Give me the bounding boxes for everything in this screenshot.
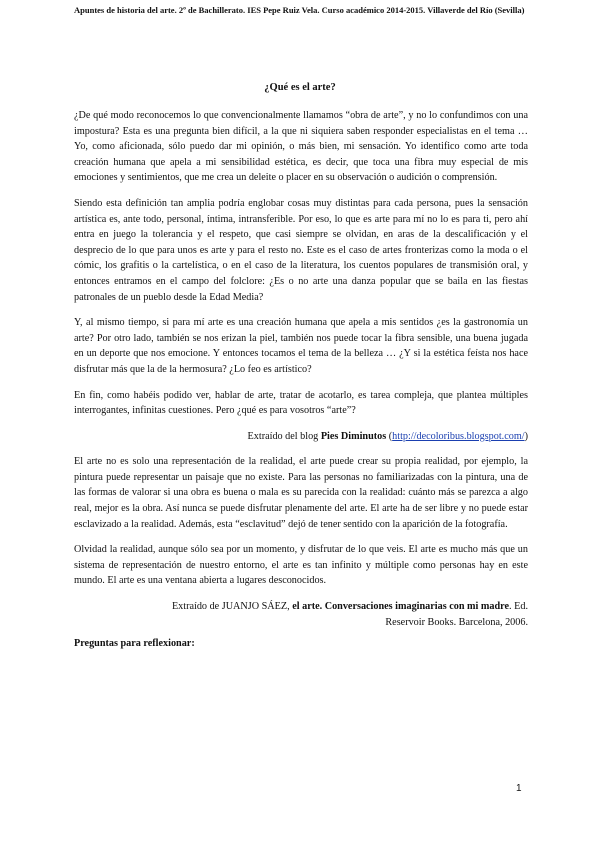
- paragraph-2: Siendo esta definición tan amplia podría englobar cosas muy distintas para cada persona, pues la sensación artística es, ante todo, personal, íntima, intransferible. Por eso, lo que es arte para mí no lo es para ti, pero ahí entra en juego la tolerancia y el respeto, que casi siempre se olvidan, en aras de la descalificación y el desprecio de lo que para unos es arte y para el resto no. Este es el caso de artes fronterizas como la moda o el cómic, los grafitis o la cartelística, o en el caso de la literatura, los cuentos populares de transmisión oral, y entonces entramos en el campo del folclore: ¿Es o no arte una danza popular que se baila en las fiestas patronales de un pueblo desde la Edad Media?: [74, 197, 528, 303]
- blog-credit: [74, 429, 528, 445]
- article-body: [74, 108, 528, 662]
- blog-url-close: ): [524, 430, 528, 442]
- book-credit-prefix: Extraído de JUANJO SÁEZ,: [171, 601, 293, 613]
- paragraph-5: El arte no es solo una representación de la realidad, el arte puede crear su propia realidad, por ejemplo, la pintura puede representar un paisaje que no existe. Para las personas no familiarizadas con la pintura, una de las formas de valorar si una obra es buena o mala es su parecida con la realidad: cuánto más se parezca a algo real, mejor es la obra. Así nunca se puede disfrutar plenamente del arte. El arte ha de ser libre y no puede estar esclavizado a la realidad. Además, esta “esclavitud” dejó de tener sentido con la aparición de la fotografía.: [74, 456, 528, 530]
- paragraph-6: Olvidad la realidad, aunque sólo sea por un momento, y disfrutar de lo que veis. El arte es mucho más que un sistema de representación de nuestro entorno, el arte es tan infinito y múltiple como personas hay en este mundo. El arte es una ventana abierta a lugares desconocidos.: [74, 544, 528, 587]
- book-title: el arte. Conversaciones imaginarias con mi madre: [292, 601, 510, 613]
- paragraph-3: Y, al mismo tiempo, si para mí arte es una creación humana que apela a mis sentidos ¿es la gastronomía un arte? Por otro lado, también se nos erizan la piel, también nos puede tocar la fibra sensible, una buena jugada en un deporte que nos emocione. Y entonces tocamos el tema de la belleza … ¿Y si la estética feísta nos hace disfrutar más que la de la hermosura? ¿Lo feo es artístico?: [74, 317, 528, 375]
- book-credit-suffix: . Ed.: [509, 601, 528, 613]
- page-number: 1: [516, 783, 522, 794]
- book-credit-line-1: [74, 599, 528, 615]
- paragraph-1: ¿De qué modo reconocemos lo que convencionalmente llamamos “obra de arte”, y no lo confundimos con una impostura? Esta es una pregunta bien difícil, a la que ni siquiera saben responder especialistas en el tema … Yo, como aficionada, sólo puedo dar mi opinión, o más bien, mi sensación. Yo identifico como arte toda creación humana que apela a mi sensibilidad estética, es decir, que toca una fibra muy especial de mis emociones y sentimientos, que me crea un deleite o placer en su observación o audición o comprensión.: [74, 110, 528, 184]
- questions-heading: Preguntas para reflexionar:: [74, 638, 195, 650]
- book-credit: [74, 599, 528, 630]
- page-header: Apuntes de historia del arte. 2º de Bachillerato. IES Pepe Ruiz Vela. Curso académico 2014-2015. Villaverde del Río (Sevilla): [74, 5, 525, 15]
- book-credit-line-2: Reservoir Books. Barcelona, 2006.: [385, 616, 528, 628]
- blog-url-link[interactable]: http://decoloribus.blogspot.com/: [392, 430, 525, 442]
- blog-name: Pies Diminutos: [320, 430, 387, 442]
- paragraph-4: En fin, como habéis podido ver, hablar de arte, tratar de acotarlo, es tarea compleja, que plantea múltiples interrogantes, infinitas cuestiones. Pero ¿qué es para vosotros “arte”?: [74, 389, 528, 417]
- blog-url-open: (: [386, 430, 393, 442]
- page-title: ¿Qué es el arte?: [264, 82, 336, 93]
- blog-credit-prefix: Extraído del blog: [247, 430, 321, 442]
